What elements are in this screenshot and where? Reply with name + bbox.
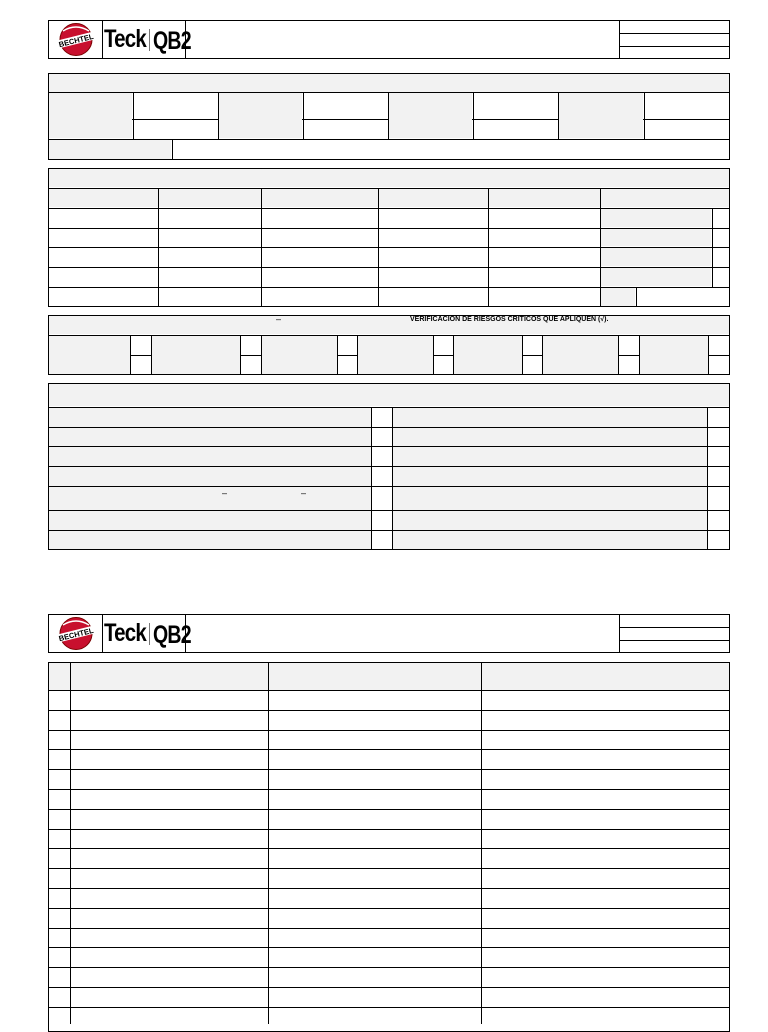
qb2-logo: QB2: [153, 27, 191, 55]
header-1-code-line: [619, 33, 729, 34]
personnel-side-label: [601, 268, 711, 286]
risk-label-cell: [358, 336, 433, 374]
table-row-line: [48, 829, 730, 830]
header-2: [48, 614, 730, 653]
bechtel-logo-text: BECHTEL: [57, 625, 95, 644]
table-row-line: [48, 987, 730, 988]
risk-label-cell: [49, 336, 130, 374]
table-row-line: [48, 908, 730, 909]
personnel-side-label: [601, 229, 711, 246]
table-row-line: [48, 769, 730, 770]
header-1-divider-code: [619, 20, 620, 59]
bechtel-logo-icon: [55, 21, 97, 58]
header-1: [48, 20, 730, 59]
personnel-side-label: [601, 209, 711, 227]
risk-label-cell: [454, 336, 522, 374]
table-row-line: [48, 967, 730, 968]
header-1-code-line: [619, 46, 729, 47]
header-1-divider-logo: [102, 20, 103, 59]
teck-logo: Teck: [104, 25, 146, 53]
personnel-header-row: [49, 189, 729, 207]
logo-separator: [149, 623, 150, 645]
field-label-cell: [559, 93, 643, 138]
personnel-side-label: [601, 288, 635, 306]
table-row-line: [48, 928, 730, 929]
risk-checkbox[interactable]: [131, 336, 151, 355]
field-label-cell: [219, 93, 302, 138]
risk-label-cell: [262, 336, 337, 374]
table-row-line: [48, 868, 730, 869]
critical-risks-dash: –: [276, 314, 282, 324]
field-label-cell: [389, 93, 472, 138]
logo-separator: [149, 29, 150, 51]
table-row-line: [48, 1007, 730, 1008]
table-row-line: [48, 749, 730, 750]
bechtel-logo-icon: [55, 615, 97, 652]
checklist-dash: –: [222, 488, 228, 498]
table-row-line: [48, 848, 730, 849]
table-row-line: [48, 888, 730, 889]
table-row-line: [48, 789, 730, 790]
section-critical-risks-title-bar: [49, 316, 729, 334]
risk-label-cell: [640, 336, 708, 374]
critical-risks-header: VERIFICACION DE RIESGOS CRITICOS QUE APLIQUEN (√).: [410, 316, 609, 323]
section-checklist-title-bar: [49, 384, 729, 406]
qb2-logo: QB2: [153, 621, 191, 649]
table-row-line: [48, 730, 730, 731]
table-row-line: [48, 710, 730, 711]
field-label-cell: [49, 140, 171, 159]
table-row-line: [48, 947, 730, 948]
risk-label-cell: [543, 336, 618, 374]
table-row-line: [48, 690, 730, 691]
personnel-side-label: [601, 248, 711, 266]
register-header-row: [49, 663, 729, 690]
field-label-cell: [49, 93, 132, 138]
checklist-dash: –: [301, 488, 307, 498]
checklist-item-left: [49, 408, 371, 549]
table-row-line: [48, 809, 730, 810]
section-general-title-bar: [49, 74, 729, 92]
section-personnel-title-bar: [49, 169, 729, 187]
section-register-table: [48, 662, 730, 1032]
checklist-item-right: [393, 408, 707, 549]
teck-logo: Teck: [104, 619, 146, 647]
bechtel-logo-text: BECHTEL: [57, 31, 95, 50]
risk-label-cell: [152, 336, 240, 374]
